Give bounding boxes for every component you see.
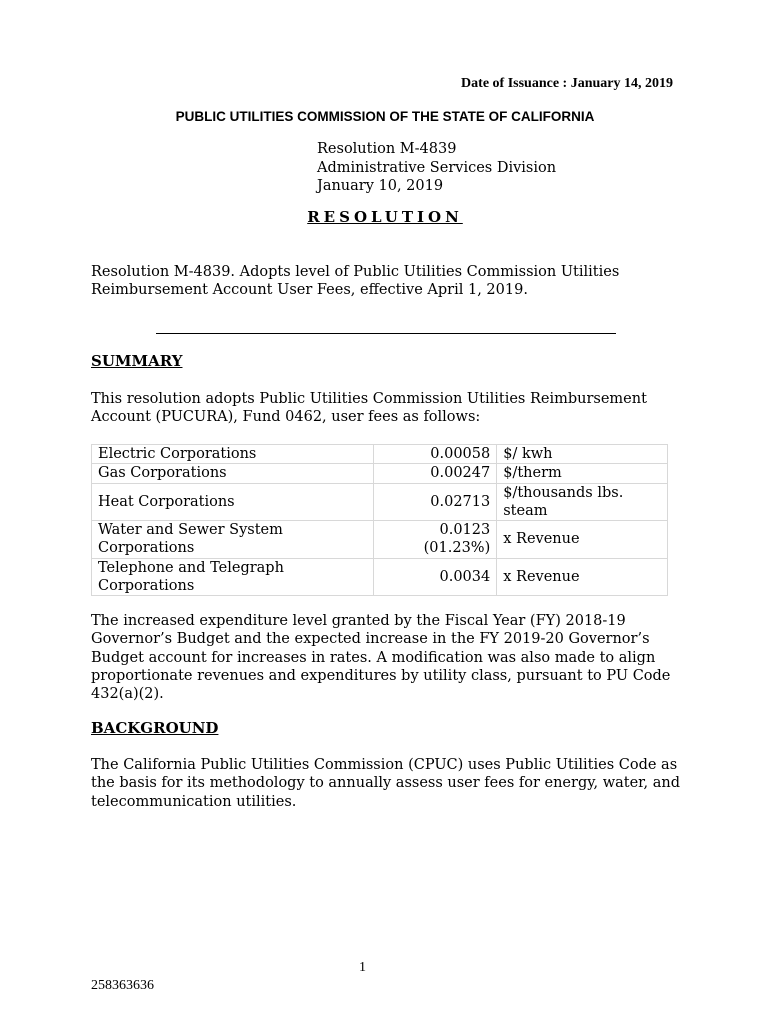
division-name: Administrative Services Division (317, 159, 557, 176)
table-row (92, 521, 668, 559)
fee-category: Electric Corporations (92, 445, 374, 464)
table-row (92, 558, 668, 596)
fee-category: Telephone and Telegraph Corporations (92, 558, 374, 596)
resolution-number: Resolution M-4839 (317, 141, 457, 157)
background-paragraph: The California Public Utilities Commission (CPUC) uses Public Utilities Code as the basis for its methodology to annually assess user fees for energy, water, and telecommunication utilities. (91, 757, 680, 810)
divider-line (156, 333, 616, 334)
fee-unit: x Revenue (497, 521, 668, 559)
background-title: BACKGROUND (91, 719, 219, 737)
fee-category: Water and Sewer System Corporations (92, 521, 374, 559)
fee-rate: 0.00058 (374, 445, 497, 464)
fee-unit: $/ kwh (497, 445, 668, 464)
summary-paragraph: This resolution adopts Public Utilities Commission Utilities Reimbursement Account (PUCURA), Fund 0462, user fees as follows: (91, 391, 647, 426)
summary-title: SUMMARY (91, 352, 183, 370)
document-id: 258363636 (91, 978, 154, 993)
resolution-heading: RESOLUTION (307, 208, 463, 226)
fee-unit: x Revenue (497, 558, 668, 596)
summary-paragraph-2: The increased expenditure level granted by the Fiscal Year (FY) 2018-19 Governor’s Budget and the expected increase in the FY 2019-20 Governor’s Budget account for increases in rates. A modification was also made to align proportionate revenues and expenditures by utility class, pursuant to PU Code 432(a)(2). (91, 613, 671, 703)
fee-unit: $/therm (497, 464, 668, 483)
fee-rate: 0.00247 (374, 464, 497, 483)
fee-category: Gas Corporations (92, 464, 374, 483)
fee-rate: 0.0123 (01.23%) (374, 521, 497, 559)
resolution-date: January 10, 2019 (317, 178, 444, 194)
intro-paragraph: Resolution M-4839. Adopts level of Public Utilities Commission Utilities Reimbursement Account User Fees, effective April 1, 2019. (91, 264, 620, 299)
table-row (92, 464, 668, 483)
user-fees-table (91, 444, 668, 596)
fee-rate: 0.0034 (374, 558, 497, 596)
fee-category: Heat Corporations (92, 483, 374, 521)
agency-title: PUBLIC UTILITIES COMMISSION OF THE STATE OF CALIFORNIA (175, 109, 595, 124)
table-row (92, 483, 668, 521)
table-row (92, 445, 668, 464)
resolution-info-block (317, 140, 556, 196)
page-number: 1 (359, 960, 366, 975)
fee-unit: $/thousands lbs. steam (497, 483, 668, 521)
date-of-issuance: Date of Issuance : January 14, 2019 (461, 76, 673, 91)
fee-rate: 0.02713 (374, 483, 497, 521)
